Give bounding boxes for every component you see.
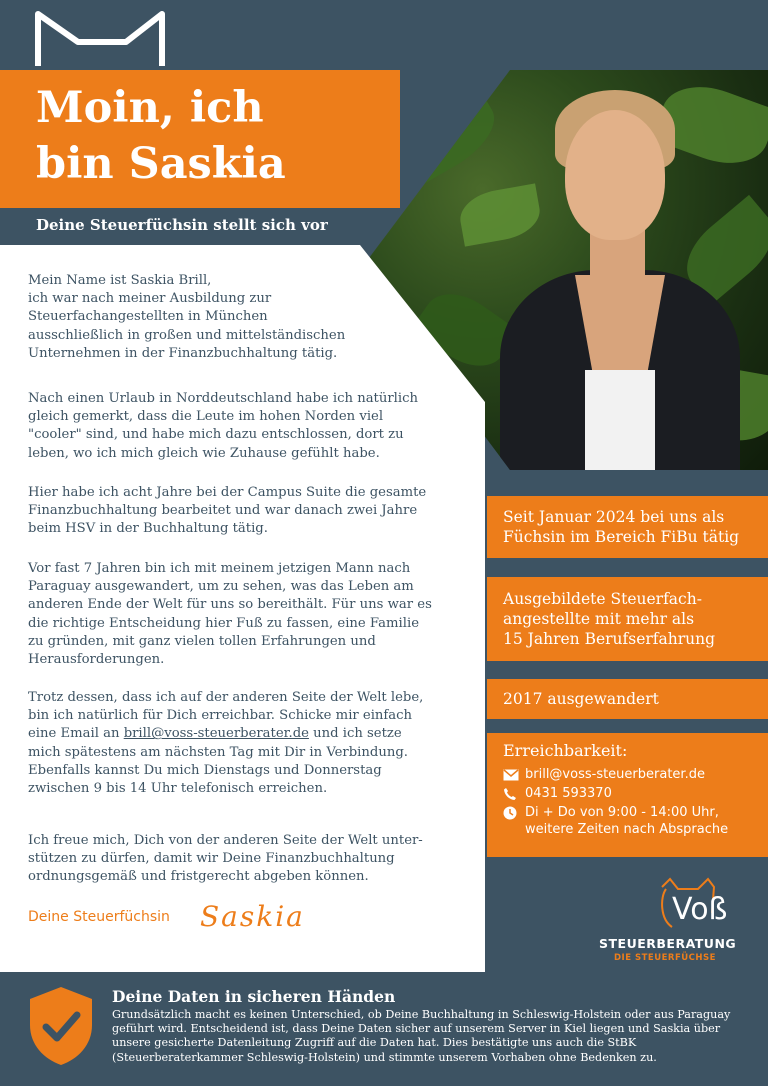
- reachability-hours: Di + Do von 9:00 - 14:00 Uhr, weitere Zeiten nach Absprache: [525, 805, 729, 837]
- bio-paragraph-2: Nach einen Urlaub in Norddeutschland habe ich natürlich gleich gemerkt, dass die Leute im hohen Norden viel "cooler" sind, und habe mich dazu entschlossen, dort zu leben, wo ich mich gleich wie Zuhause gefühlt habe.: [28, 391, 418, 461]
- footer-text: Grundsätzlich macht es keinen Unterschied, ob Deine Buchhaltung in Schleswig-Holstein oder aus Paraguay geführt wird. Entscheidend ist, dass Deine Daten sicher auf unserem Server in Kiel liegen und Saskia über unsere gesicherte Datenleitung Zugriff auf die Daten hat. Dies bestätigte uns auch die StBK (Steuerberaterkammer Schleswig-Holstein) und stimmte unserem Vorhaben ohne Bedenken zu.: [112, 1008, 731, 1064]
- fact-box-trained: [487, 577, 768, 661]
- cat-ears-graphic: [30, 8, 170, 72]
- reachability-phone-row[interactable]: [503, 785, 752, 802]
- bio-paragraph-5: [28, 689, 468, 798]
- reachability-title: Erreichbarkeit:: [503, 741, 628, 760]
- fact-emigrated-text: 2017 ausgewandert: [503, 690, 659, 708]
- phone-icon: [503, 785, 525, 802]
- bio-paragraph-1: Mein Name ist Saskia Brill, ich war nach meiner Ausbildung zur Steuerfachangestellten in München ausschließlich in großen und mittelständischen Unternehmen in der Finanzbuchhaltung tätig.: [28, 273, 346, 361]
- envelope-icon: [503, 766, 525, 783]
- bio-paragraph-5-end: und ich setze mich spätestens am nächsten Tag mit Dir in Verbindung. Ebenfalls kannst Du mich Dienstags und Donnerstag zwischen 9 bis 14 Uhr telefonisch erreichen.: [28, 726, 408, 797]
- bio-paragraph-5-start: Trotz dessen, dass ich auf der anderen Seite der Welt lebe, bin ich natürlich für Dich erreichbar. Schicke mir einfach eine Email an: [28, 690, 424, 742]
- reachability-email-row[interactable]: [503, 766, 752, 783]
- bio-paragraph-6: Ich freue mich, Dich von der anderen Seite der Welt unter- stützen zu dürfen, damit wir Deine Finanzbuchhaltung ordnungsgemäß und fristgerecht abgeben können.: [28, 833, 423, 885]
- fact-box-since: [487, 496, 768, 558]
- bio-paragraph-3: Hier habe ich acht Jahre bei der Campus Suite die gesamte Finanzbuchhaltung bearbeitet und war danach zwei Jahre beim HSV in der Buchhaltung tätig.: [28, 485, 427, 537]
- reachability-box: [487, 733, 768, 857]
- fact-since-text: Seit Januar 2024 bei uns als Füchsin im Bereich FiBu tätig: [503, 508, 740, 546]
- shield-check-icon: [26, 985, 96, 1067]
- clock-icon: [503, 804, 525, 821]
- footer-title: Deine Daten in sicheren Händen: [112, 987, 396, 1006]
- reachability-phone[interactable]: 0431 593370: [525, 786, 612, 801]
- reachability-email[interactable]: brill@voss-steuerberater.de: [525, 767, 705, 782]
- logo-wordmark: Voß: [672, 892, 728, 927]
- page-title: [36, 80, 286, 192]
- signature: Saskia: [200, 900, 305, 933]
- bio-paragraph-4: Vor fast 7 Jahren bin ich mit meinem jetzigen Mann nach Paraguay ausgewandert, um zu sehen, was das Leben am anderen Ende der Welt für uns so bereithält. Für uns war es die richtige Entscheidung hier Fuß zu fassen, eine Familie zu gründen, mit ganz vielen tollen Erfahrungen und Herausforderungen.: [28, 561, 432, 668]
- reachability-hours-row: [503, 804, 752, 838]
- page-subtitle: Deine Steuerfüchsin stellt sich vor: [36, 216, 328, 234]
- email-link[interactable]: brill@voss-steuerberater.de: [123, 726, 309, 742]
- title-line-1: Moin, ich: [36, 83, 264, 133]
- fact-box-emigrated: [487, 679, 768, 719]
- fact-trained-text: Ausgebildete Steuerfach- angestellte mit mehr als 15 Jahren Berufserfahrung: [503, 590, 716, 648]
- title-line-2: bin Saskia: [36, 139, 286, 189]
- logo-line-2: DIE STEUERFÜCHSE: [614, 953, 716, 963]
- logo-line-1: STEUERBERATUNG: [599, 936, 737, 951]
- signoff: Deine Steuerfüchsin: [28, 909, 170, 925]
